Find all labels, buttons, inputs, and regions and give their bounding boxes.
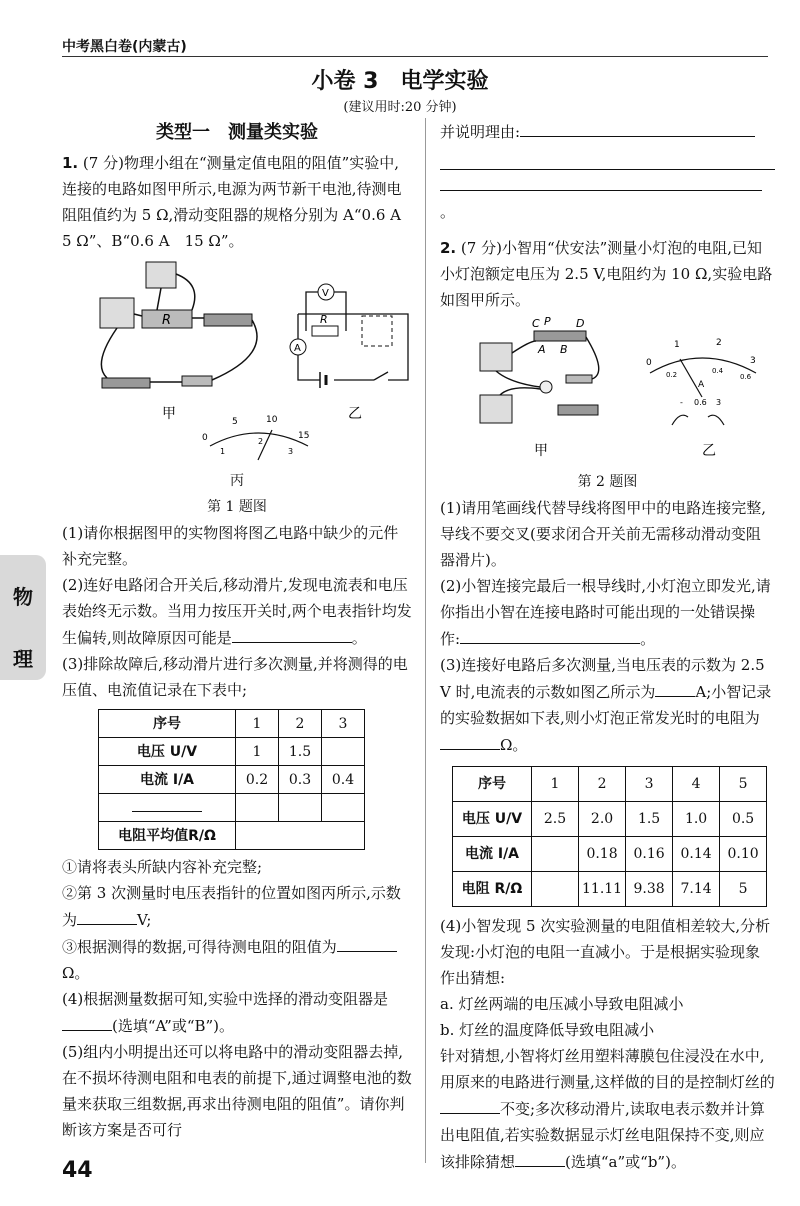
header-rule: [62, 56, 768, 57]
q1-fig-bing-label: 丙: [230, 473, 244, 489]
q1-part4-end: (选填“A”或“B”)。: [112, 1017, 235, 1035]
q1-sub3-blank: [337, 933, 397, 952]
table-cell: 电阻 R/Ω: [453, 872, 532, 907]
q1-fig-jia-label: 甲: [162, 406, 176, 422]
q2-fig-jia-label: 甲: [534, 443, 548, 459]
table-cell: 电流 I/A: [453, 837, 532, 872]
left-column: [62, 118, 417, 1143]
q2-switch-device: [566, 375, 592, 383]
table-cell: 0.2: [236, 766, 279, 794]
table-row: [99, 766, 365, 794]
q1-fig-yi-label: 乙: [348, 406, 362, 422]
q1-yi-r-label: R: [320, 313, 328, 326]
q2-voltmeter-device: [480, 395, 512, 423]
q2-bulb-device: [540, 381, 552, 393]
table-cell: [279, 794, 322, 822]
q2-part2-end: 。: [640, 630, 656, 648]
table-cell: 4: [673, 767, 720, 802]
table-cell: 1: [236, 710, 279, 738]
section-heading: 类型一 测量类实验: [156, 122, 318, 143]
q2-figure-jia: [480, 315, 599, 459]
q1-part4-text: (4)根据测量数据可知,实验中选择的滑动变阻器是: [62, 990, 389, 1008]
q1-bing-m0: 0: [202, 433, 208, 443]
table-cell: 2: [579, 767, 626, 802]
q2-part3-end: Ω。: [500, 736, 528, 754]
q2-yi-m0: 0: [646, 358, 652, 368]
table-cell: 7.14: [673, 872, 720, 907]
q1-part5-cont-text: 并说明理由:: [440, 123, 521, 141]
table-cell: 0.5: [720, 802, 767, 837]
table-cell: 电压 U/V: [99, 738, 236, 766]
table-cell: 0.14: [673, 837, 720, 872]
q1-figure-yi: [290, 284, 408, 422]
q1-fig-caption: 第 1 题图: [207, 499, 267, 515]
q2-part2-text: (2)小智连接完最后一根导线时,小灯泡立即发光,请你指出小智在连接电路时可能出现的一处错误操作:: [440, 577, 771, 648]
right-column: [440, 118, 775, 1175]
q1-part5-end: 。: [440, 203, 456, 221]
q1-bing-m1: 1: [220, 447, 226, 456]
q1-part4: [62, 986, 412, 1039]
q1-rheostat-device: [204, 314, 252, 326]
q1-part5-last-line: [440, 172, 775, 225]
q1-intro-text: (7 分)物理小组在“测量定值电阻的阻值”实验中,连接的电路如图甲所示,电源为两节新干电池,待测电阻阻值约为 5 Ω,滑动变阻器的规格分别为 A“0.6 A 5 Ω”、B“0.6 A 15 Ω”。: [62, 154, 417, 250]
table-cell: 电流 I/A: [99, 766, 236, 794]
table-cell: [322, 738, 365, 766]
q2-part5-text-b: 不变;多次移动滑片,读取电表示数并计算出电阻值,若实验数据显示灯丝电阻保持不变,则应该排除猜想: [440, 1100, 765, 1171]
table-cell: 2: [279, 710, 322, 738]
q1-figure-jia: [100, 262, 257, 422]
side-tab-char-1: 物: [13, 585, 33, 609]
table-row: [99, 822, 365, 850]
q1-part3: (3)排除故障后,移动滑片进行多次测量,并将测得的电压值、电流值记录在下表中;: [62, 655, 408, 699]
q1-part5: (5)组内小明提出还可以将电路中的滑动变阻器去掉,在不损坏待测电阻和电表的前提下,通过调整电池的数量来获取三组数据,再求出待测电阻的阻值”。请你判断该方案是否可行: [62, 1043, 412, 1139]
q1-bing-m5: 5: [232, 417, 238, 427]
q2-part3-text-a: (3)连接好电路后多次测量,当电压表的示数为 2.5 V 时,电流表的示数如图乙所示为: [440, 656, 765, 701]
q1-bing-m10: 10: [266, 415, 278, 425]
q1-part2-end: 。: [351, 629, 367, 647]
table-row: [99, 738, 365, 766]
table-cell: 5: [720, 767, 767, 802]
q1-figures: [62, 254, 412, 464]
q2-figures: [440, 313, 775, 461]
q2-yi-term-minus: -: [680, 398, 683, 407]
q2-yi-term3: 3: [716, 398, 722, 407]
table-cell: 电阻平均值R/Ω: [99, 822, 236, 850]
table-cell: [532, 872, 579, 907]
q2-part2-blank: [460, 625, 640, 644]
q1-voltmeter-device: [146, 262, 176, 288]
table-cell: 1: [532, 767, 579, 802]
q1-bing-m3: 3: [288, 447, 294, 456]
table-cell: 3: [626, 767, 673, 802]
q2-jia-b: B: [560, 343, 568, 356]
q2-intro-text: (7 分)小智用“伏安法”测量小灯泡的电阻,已知小灯泡额定电压为 2.5 V,电阻约为 10 Ω,实验电路如图甲所示。: [440, 239, 773, 309]
q1-yi-resistor-symbol: [312, 326, 338, 336]
q2-part3: [440, 652, 775, 758]
table-header-row: [99, 710, 365, 738]
q1-part2: [62, 572, 412, 651]
q2-yi-m2: 2: [716, 338, 722, 348]
book-header: 中考黑白卷(内蒙古): [62, 39, 187, 55]
table-cell: 3: [322, 710, 365, 738]
q1-sub2-blank: [77, 906, 137, 925]
q2-number: 2.: [440, 239, 457, 257]
table-row: [453, 837, 767, 872]
table-header-row: [453, 767, 767, 802]
q2-jia-d: D: [576, 317, 585, 330]
q2-guess-a: a. 灯丝两端的电压减小导致电阻减小: [440, 995, 684, 1013]
page-number: 44: [62, 1158, 93, 1183]
q1-sub3: [62, 933, 412, 986]
q1-yi-a-label: A: [294, 343, 301, 354]
q1-sub3-text: ③根据测得的数据,可得待测电阻的阻值为: [62, 938, 337, 956]
table-cell: [532, 837, 579, 872]
q2-part5-blank-2: [515, 1148, 565, 1167]
table-cell: 2.5: [532, 802, 579, 837]
table-cell: [236, 794, 279, 822]
q2-part3-blank-1: [655, 678, 695, 697]
q2-yi-m1: 1: [674, 340, 680, 350]
q2-yi-term06: 0.6: [694, 398, 707, 407]
table-cell-blank-header: [99, 794, 236, 822]
q1-part5-continued: [440, 118, 775, 145]
table-cell: [322, 794, 365, 822]
q1-switch-device: [182, 376, 212, 386]
q2-part5-blank-1: [440, 1095, 500, 1114]
q2-part4: (4)小智发现 5 次实验测量的电阻值相差较大,分析发现:小灯泡的电阻一直减小。于是根据实验现象作出猜想:: [440, 917, 771, 987]
q2-jia-p: P: [544, 315, 551, 328]
q2-part3-text-b: A;小智记录的实验数据如下表,则小灯泡正常发光时的电阻为: [440, 683, 772, 727]
q1-figure-bing: [202, 415, 309, 460]
q1-ammeter-device: [100, 298, 134, 328]
table-cell: 0.18: [579, 837, 626, 872]
table-cell: 电压 U/V: [453, 802, 532, 837]
q2-part5-text-a: 针对猜想,小智将灯丝用塑料薄膜包住浸没在水中,用原来的电路进行测量,这样做的目的是控制灯丝的: [440, 1047, 775, 1091]
q2-part3-blank-2: [440, 731, 500, 750]
q1-part4-blank: [62, 1012, 112, 1031]
table-cell: 0.4: [322, 766, 365, 794]
q2-intro: [440, 235, 775, 313]
q1-part1: (1)请你根据图甲的实物图将图乙电路中缺少的元件补充完整。: [62, 524, 399, 568]
table-cell: 5: [720, 872, 767, 907]
q2-fig-caption: 第 2 题图: [577, 474, 638, 490]
q1-yi-v-label: V: [322, 288, 329, 299]
page-title: 小卷 3 电学实验: [311, 69, 489, 94]
q2-yi-s04: 0.4: [712, 367, 724, 375]
q2-yi-needle: [680, 359, 702, 397]
q2-yi-m3: 3: [750, 356, 756, 366]
q1-part2-text: (2)连好电路闭合开关后,移动滑片,发现电流表和电压表始终无示数。当用力按压开关时,两个电表指针均发生偏转,则故障原因可能是: [62, 576, 412, 647]
table-cell: 0.3: [279, 766, 322, 794]
q1-number: 1.: [62, 154, 79, 172]
table-cell: 2.0: [579, 802, 626, 837]
table-cell: 9.38: [626, 872, 673, 907]
table-cell: 0.16: [626, 837, 673, 872]
q1-data-table: [98, 709, 365, 850]
q2-jia-c: C: [532, 317, 540, 330]
q1-bing-m15: 15: [298, 431, 310, 441]
q2-data-table: [452, 766, 767, 907]
q1-sub2: [62, 880, 412, 933]
q2-part5-end: (选填“a”或“b”)。: [565, 1153, 686, 1171]
table-cell: 序号: [99, 710, 236, 738]
table-cell: 序号: [453, 767, 532, 802]
q1-yi-missing-element: [362, 316, 392, 346]
q1-part2-blank: [232, 624, 352, 643]
side-tab-char-2: 理: [13, 647, 33, 671]
subject-side-tab: [0, 555, 46, 680]
table-cell: 1: [236, 738, 279, 766]
q2-yi-s06: 0.6: [740, 373, 752, 381]
q1-bing-m2: 2: [258, 437, 264, 446]
q2-yi-wires: [672, 415, 724, 425]
q1-sub3-end: Ω。: [62, 964, 90, 982]
q1-jia-r-label: R: [162, 313, 172, 328]
column-divider: [425, 118, 426, 1163]
q1-intro: [62, 150, 417, 254]
q2-yi-amp: A: [698, 380, 705, 390]
q2-yi-s02: 0.2: [666, 371, 678, 379]
q1-sub2-text: ②第 3 次测量时电压表指针的位置如图丙所示,示数为: [62, 884, 401, 929]
q2-jia-a: A: [538, 343, 546, 356]
q2-fig-yi-label: 乙: [702, 443, 716, 459]
table-cell: 11.11: [579, 872, 626, 907]
table-row: [453, 802, 767, 837]
table-row: [99, 794, 365, 822]
answer-line: [440, 172, 762, 191]
q2-part1: (1)请用笔画线代替导线将图甲中的电路连接完整,导线不要交叉(要求闭合开关前无需移动滑动变阻器滑片)。: [440, 499, 767, 569]
table-row: [453, 872, 767, 907]
q1-part5-blank: [520, 118, 755, 137]
q2-figure-yi: [646, 338, 756, 459]
q1-battery-device: [102, 378, 150, 388]
q2-rheostat-device: [534, 331, 586, 341]
table-cell: 0.10: [720, 837, 767, 872]
q1-sub1: ①请将表头所缺内容补充完整;: [62, 858, 263, 876]
page-subtitle: (建议用时:20 分钟): [343, 100, 457, 115]
q2-ammeter-device: [480, 343, 512, 371]
answer-line: [440, 145, 775, 170]
q2-part2: [440, 573, 775, 652]
q1-sub2-end: V;: [137, 911, 152, 929]
table-cell: 1.5: [626, 802, 673, 837]
table-cell: 1.5: [279, 738, 322, 766]
q2-guess-b: b. 灯丝的温度降低导致电阻减小: [440, 1021, 655, 1039]
q1-yi-switch: [374, 372, 388, 380]
q2-battery-device: [558, 405, 598, 415]
table-cell: [236, 822, 365, 850]
q2-part5: [440, 1043, 775, 1175]
table-cell: 1.0: [673, 802, 720, 837]
